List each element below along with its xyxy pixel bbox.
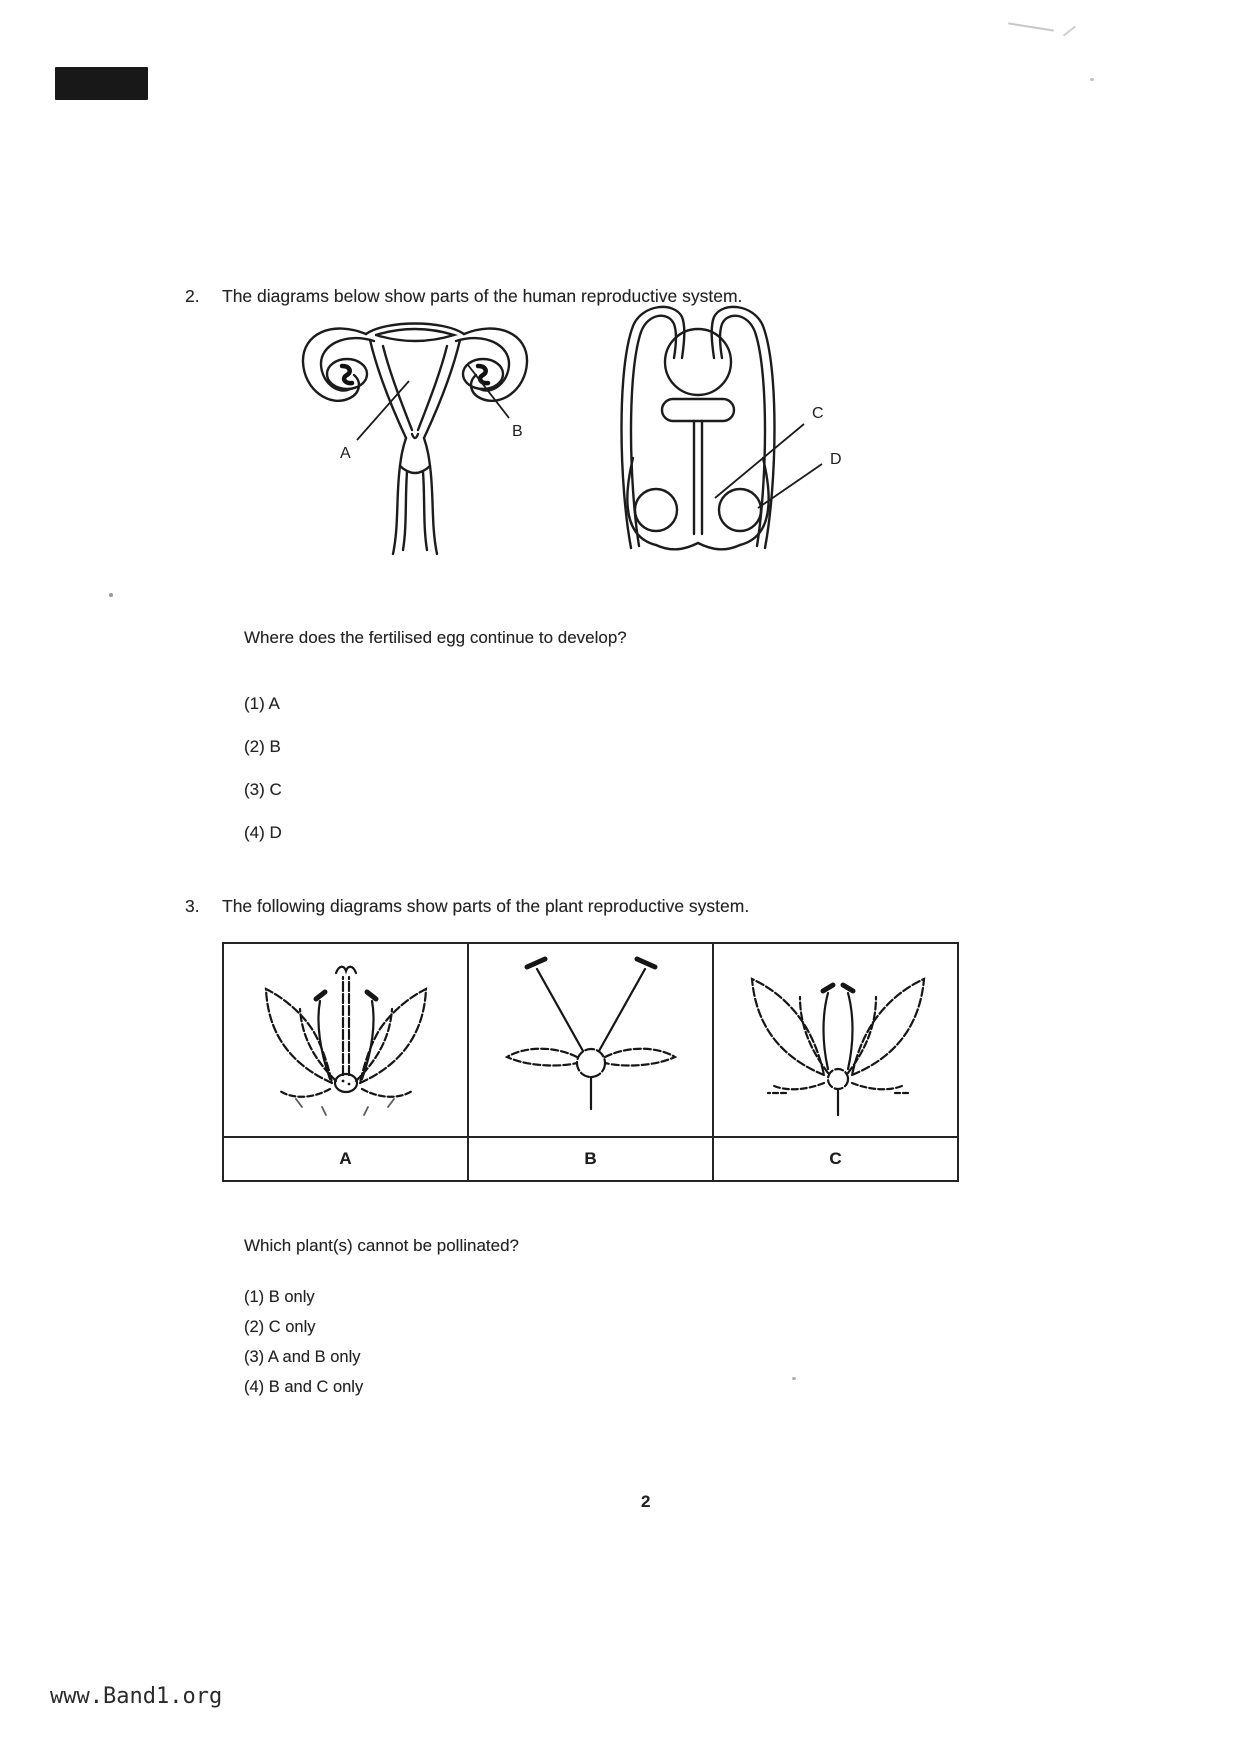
scan-artifact <box>1008 22 1054 31</box>
scan-artifact <box>792 1377 796 1380</box>
option: (3) C <box>244 780 282 799</box>
question-2-text: Where does the fertilised egg continue to develop? <box>244 628 627 647</box>
question-3-text: Which plant(s) cannot be pollinated? <box>244 1236 519 1255</box>
flower-a-diagram <box>224 944 469 1136</box>
option: (4) D <box>244 823 282 842</box>
option: (1) B only <box>244 1288 315 1306</box>
option: (2) B <box>244 737 281 756</box>
question-2-number: 2. <box>185 286 200 306</box>
scan-artifact <box>1090 78 1094 81</box>
table-label-row <box>224 1136 957 1180</box>
question-2-options <box>244 694 282 866</box>
page-number: 2 <box>641 1492 651 1511</box>
figure-label-d: D <box>830 451 842 468</box>
question-2-prompt: The diagrams below show parts of the human reproductive system. <box>222 286 743 306</box>
flower-diagram-table <box>222 942 959 1182</box>
column-label-b: B <box>469 1138 714 1180</box>
column-label-c: C <box>829 1149 842 1168</box>
question-3-options <box>244 1288 363 1408</box>
option: (1) A <box>244 694 280 713</box>
option: (3) A and B only <box>244 1348 361 1366</box>
column-label-a: A <box>224 1138 469 1180</box>
scan-artifact <box>1063 26 1076 37</box>
flower-b-diagram <box>469 944 714 1136</box>
table-row <box>224 944 957 1136</box>
question-3-number: 3. <box>185 896 200 916</box>
figure-label-b: B <box>512 423 523 440</box>
question-3-prompt: The following diagrams show parts of the plant reproductive system. <box>222 896 750 916</box>
redaction-bar <box>55 67 148 100</box>
scan-artifact <box>109 593 113 597</box>
figure-label-a: A <box>340 445 351 462</box>
option: (2) C only <box>244 1318 316 1336</box>
male-reproductive-diagram <box>606 298 856 554</box>
flower-c-diagram <box>714 944 957 1136</box>
figure-label-c: C <box>812 405 824 422</box>
question-3-prompt-row <box>185 896 749 917</box>
option: (4) B and C only <box>244 1378 364 1396</box>
female-reproductive-diagram <box>290 310 540 562</box>
footer-url: www.Band1.org <box>50 1684 223 1709</box>
